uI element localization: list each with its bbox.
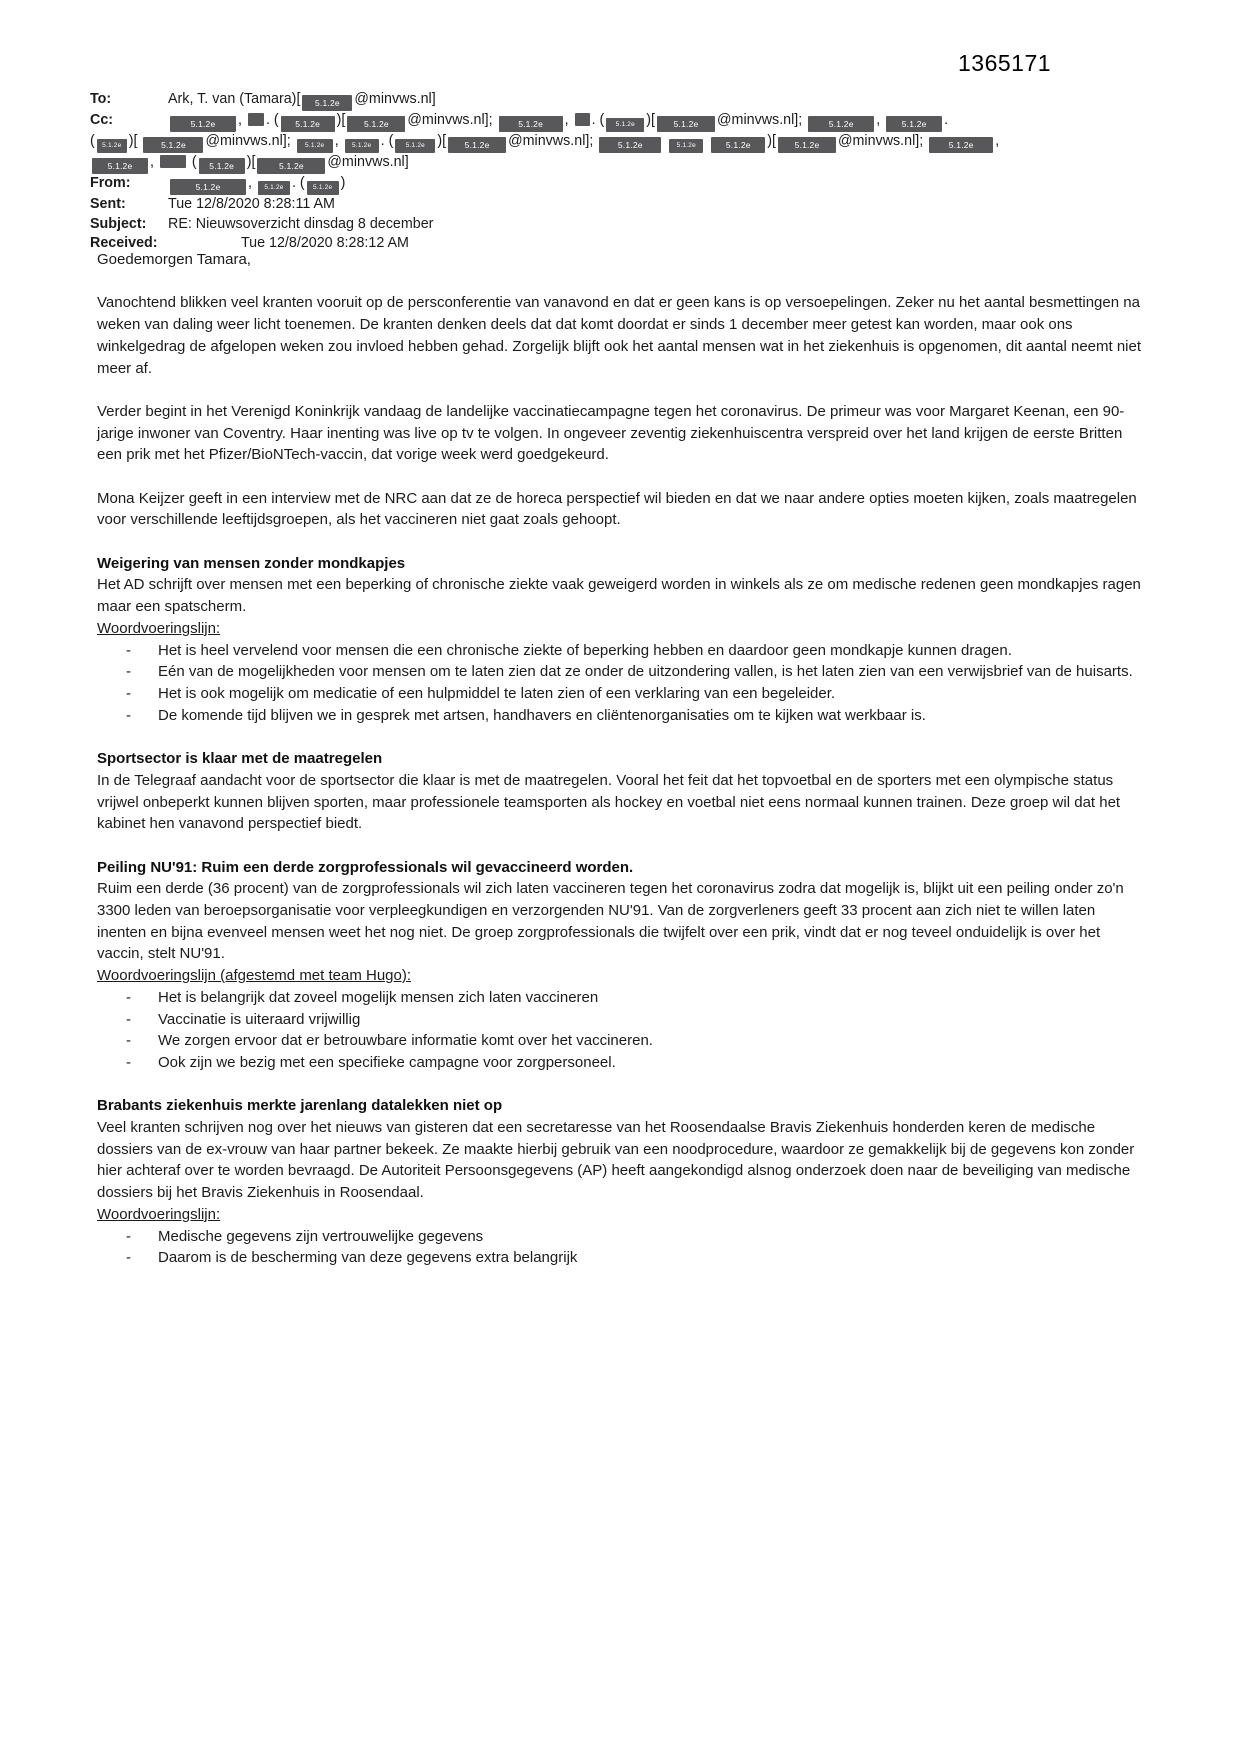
bullet-text: Het is belangrijk dat zoveel mogelijk mensen zich laten vaccineren	[158, 988, 599, 1006]
redaction-box: 5.1.2e	[808, 116, 874, 132]
header-value: Tue 12/8/2020 8:28:12 AM	[168, 235, 409, 251]
redaction-box: 5.1.2e	[302, 95, 352, 111]
header-value: RE: Nieuwsoverzicht dinsdag 8 december	[168, 215, 434, 232]
greeting: Goedemorgen Tamara,	[97, 251, 251, 268]
redaction-box: 5.1.2e	[92, 158, 148, 174]
redaction-box: 5.1.2e	[929, 137, 993, 153]
redaction-box: 5.1.2e	[199, 158, 245, 174]
bullet-item	[97, 1247, 1145, 1269]
woordvoeringslijn-label: Woordvoeringslijn:	[97, 619, 221, 637]
redaction-box: 5.1.2e	[599, 137, 661, 153]
bullet-dash: -	[126, 663, 131, 681]
header-label: From:	[90, 175, 131, 191]
bullet-dash: -	[126, 1010, 131, 1028]
section-title: Sportsector is klaar met de maatregelen	[97, 750, 383, 768]
bullet-dash: -	[126, 685, 131, 702]
bullet-item	[97, 683, 1145, 705]
bullet-text: Daarom is de bescherming van deze gegevens extra belangrijk	[158, 1249, 578, 1267]
redaction-box: 5.1.2e	[281, 116, 335, 132]
header-field-subject	[90, 215, 1150, 235]
section-title: Weigering van mensen zonder mondkapjes	[97, 554, 406, 572]
redaction-box: 5.1.2e	[669, 139, 703, 153]
bullet-text: De komende tijd blijven we in gesprek met artsen, handhavers en cliëntenorganisaties om te kijken wat werkbaar is.	[158, 706, 926, 724]
redaction-box: 5.1.2e	[886, 116, 942, 132]
redaction-box	[160, 155, 186, 168]
news-sections	[97, 553, 1145, 1269]
paragraph: Vanochtend blikken veel kranten vooruit op de persconferentie van vanavond en dat er geen kans is op versoepelingen. Zeker nu het aantal besmettingen na weken van daling weer licht toenemen. De kranten denken deels dat dat komt doordat er sinds 1 december meer getest kan worden, maar ook ons winkelgedrag de afgelopen weken zou invloed hebben gehad. Zorgelijk blijft ook het aantal mensen wat in het ziekenhuis is opgenomen, dit aantal neemt niet meer af.	[97, 294, 1142, 377]
doc-number: 1365171	[958, 50, 1052, 76]
bullet-text: Het is ook mogelijk om medicatie of een hulpmiddel te laten zien of een verklaring van een begeleider.	[158, 685, 836, 702]
header-label: To:	[90, 91, 112, 107]
news-section	[97, 748, 1145, 835]
header-field-from	[90, 174, 1150, 195]
header-value: Ark, T. van (Tamara)[ 5.1.2e @minvws.nl]	[168, 91, 436, 107]
section-title: Brabants ziekenhuis merkte jarenlang datalekken niet op	[97, 1097, 503, 1115]
header-value: 5.1.2e , . ( 5.1.2e )[ 5.1.2e @minvws.nl]; 5.1.2e , . ( 5.1.2e )[ 5.1.2e @minvws.nl]; 5.1.2e , 5.1.2e . ( 5.1.2e )[ 5.1.2e @minvws.nl]; 5.1.2e , 5.1.2e . ( 5.1.2e )[ 5.1.2e @minvws.nl]; 5.1.2e 5.1.2e 5.1.2e )[ 5.1.2e @minvws.nl]; 5.1.2e , 5.1.2e , ( 5.1.2e )[ 5.1.2e @minvws.nl]	[90, 112, 999, 170]
redaction-box: 5.1.2e	[257, 158, 325, 174]
bullet-dash: -	[126, 1053, 131, 1071]
bullet-text: We zorgen ervoor dat er betrouwbare informatie komt over het vaccineren.	[158, 1032, 653, 1050]
intro-paragraphs	[97, 292, 1145, 531]
news-section	[97, 857, 1145, 1074]
redaction-box: 5.1.2e	[143, 137, 203, 153]
bullet-item	[97, 705, 1145, 727]
header-value: Tue 12/8/2020 8:28:11 AM	[168, 196, 335, 212]
header-field-cc	[90, 111, 1150, 174]
bullet-dash: -	[126, 641, 131, 659]
redaction-box: 5.1.2e	[170, 179, 246, 195]
section-text: In de Telegraaf aandacht voor de sportsector die klaar is met de maatregelen. Vooral het feit dat het topvoetbal en de sporters met een olympische status vrijwel onbeperkt kunnen blijven sporten, maar professionele teamsporten als hockey en voetbal niet eens normaal kunnen trainen. Deze groep wil dat het kabinet hen vanavond perspectief biedt.	[97, 771, 1121, 833]
bullet-item	[97, 661, 1145, 683]
bullet-dash: -	[126, 706, 131, 724]
bullet-item	[97, 987, 1145, 1009]
bullet-text: Het is heel vervelend voor mensen die een chronische ziekte of beperking hebben en daardoor geen mondkapje kunnen dragen.	[158, 641, 1012, 659]
news-section	[97, 1095, 1145, 1269]
header-label: Cc:	[90, 112, 114, 128]
redaction-box: 5.1.2e	[97, 139, 127, 153]
redaction-box: 5.1.2e	[345, 139, 379, 153]
redaction-box: 5.1.2e	[170, 116, 236, 132]
bullet-dash: -	[126, 988, 131, 1006]
paragraph: Mona Keijzer geeft in een interview met de NRC aan dat ze de horeca perspectief wil bieden en dat we naar andere opties moeten kijken, zoals maatregelen voor verschillende leeftijdsgroepen, als het vaccineren niet gaat zoals gehoopt.	[97, 489, 1137, 529]
header-label: Received:	[90, 235, 158, 251]
section-text: Het AD schrijft over mensen met een beperking of chronische ziekte vaak geweigerd worden in winkels als ze om medische redenen geen mondkapjes ragen maar een spatscherm.	[97, 576, 1141, 616]
bullet-text: Eén van de mogelijkheden voor mensen om te laten zien dat ze onder de uitzondering vallen, is het laten zien van een verwijsbrief van de huisarts.	[158, 663, 1133, 681]
header-field-sent	[90, 195, 1150, 215]
redaction-box: 5.1.2e	[448, 137, 506, 153]
redaction-box: 5.1.2e	[307, 181, 339, 195]
bullet-item	[97, 1009, 1145, 1031]
bullet-item	[97, 1052, 1145, 1074]
redaction-box: 5.1.2e	[606, 118, 644, 132]
email-body	[97, 249, 1145, 1291]
redaction-box: 5.1.2e	[347, 116, 405, 132]
header-label: Subject:	[90, 215, 147, 232]
redaction-box	[248, 113, 264, 126]
redaction-box: 5.1.2e	[258, 181, 290, 195]
header-field-to	[90, 90, 1150, 111]
email-header	[90, 90, 1150, 254]
section-text: Veel kranten schrijven nog over het nieuws van gisteren dat een secretaresse van het Roosendaalse Bravis Ziekenhuis honderden keren de medische dossiers van de ex-vrouw van haar partner bekeek. Ze maakte hierbij gebruik van een noodprocedure, waardoor ze gemakkelijk bij de gegevens kon zonder hier achteraf over te worden bevraagd. De Autoriteit Persoonsgegevens (AP) heeft aangekondigd alsnog onderzoek doen naar de beveiliging van medische dossiers bij het Bravis Ziekenhuis in Roosendaal.	[97, 1119, 1135, 1202]
woordvoeringslijn-label: Woordvoeringslijn:	[97, 1205, 221, 1223]
header-value: 5.1.2e , 5.1.2e . ( 5.1.2e )	[168, 175, 345, 191]
bullet-dash: -	[126, 1032, 131, 1050]
bullet-text: Medische gegevens zijn vertrouwelijke gegevens	[158, 1227, 484, 1245]
redaction-box: 5.1.2e	[778, 137, 836, 153]
redaction-box: 5.1.2e	[297, 139, 333, 153]
section-title: Peiling NU'91: Ruim een derde zorgprofessionals wil gevaccineerd worden.	[97, 858, 634, 876]
news-section	[97, 553, 1145, 727]
woordvoeringslijn-label: Woordvoeringslijn (afgestemd met team Hugo):	[97, 967, 412, 985]
redaction-box: 5.1.2e	[657, 116, 715, 132]
bullet-text: Ook zijn we bezig met een specifieke campagne voor zorgpersoneel.	[158, 1053, 616, 1071]
bullet-dash: -	[126, 1227, 131, 1245]
paragraph: Verder begint in het Verenigd Koninkrijk vandaag de landelijke vaccinatiecampagne tegen het coronavirus. De primeur was voor Margaret Keenan, een 90-jarige inwoner van Coventry. Haar inenting was live op tv te volgen. In ongeveer zeventig ziekenhuiscentra verspreid over het land krijgen de eerste Britten een prik met het Pfizer/BioNTech-vaccin, dat vorige week werd goedgekeurd.	[97, 402, 1125, 464]
bullet-dash: -	[126, 1249, 131, 1267]
header-label: Sent:	[90, 196, 126, 212]
redaction-box: 5.1.2e	[711, 137, 765, 153]
redaction-box: 5.1.2e	[499, 116, 563, 132]
redaction-box	[575, 113, 590, 126]
bullet-text: Vaccinatie is uiteraard vrijwillig	[158, 1010, 361, 1028]
bullet-item	[97, 1226, 1145, 1248]
bullet-item	[97, 640, 1145, 662]
bullet-item	[97, 1030, 1145, 1052]
redaction-box: 5.1.2e	[395, 139, 435, 153]
section-text: Ruim een derde (36 procent) van de zorgprofessionals wil zich laten vaccineren tegen het coronavirus zodra dat mogelijk is, blijkt uit een peiling onder zo'n 3300 leden van beroepsorganisatie voor verpleegkundigen en verzorgenden NU'91. Van de zorgverleners geeft 33 procent aan zich niet te willen laten inenten en bijna evenveel mensen weet het nog niet. De groep zorgprofessionals die twijfelt over een prik, vindt dat er nog teveel onduidelijk is over het vaccin, stelt NU'91.	[97, 880, 1124, 963]
